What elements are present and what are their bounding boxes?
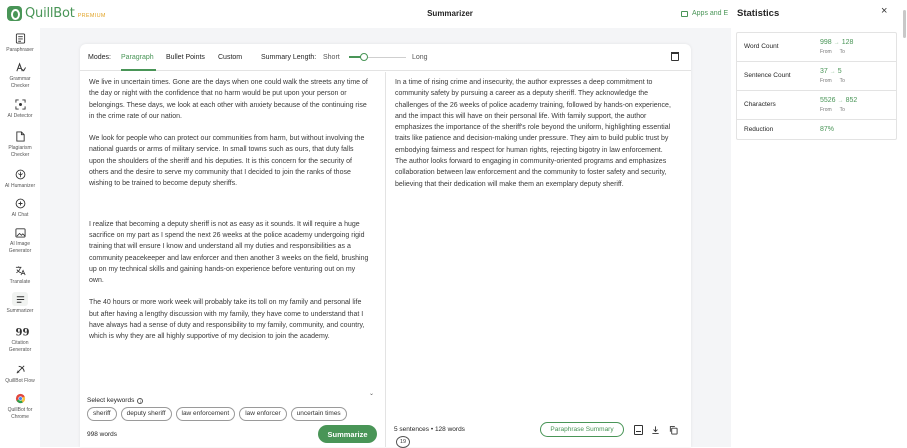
- sidebar-item-summarizer[interactable]: [0, 292, 40, 315]
- sidebar-item-label: QuillBot Flow: [5, 378, 35, 384]
- summary-stats: 5 sentences • 128 words: [394, 426, 465, 433]
- input-paragraph: We look for people who can protect our communities from harm, but without involving the national guards or arms of military service. In small towns such as ours, that duty falls upon the shoulders of the sheriff and his deputies. It is this concern for the security of others and the desire to serve my community that I decided to join the ranks of those wishing to be trained to become deputy sheriffs.: [89, 135, 365, 188]
- output-panel: [386, 72, 691, 447]
- input-paragraph: We live in uncertain times. Gone are the days when one could walk the streets any time of the day or night with the confidence that no harm would be put upon your person or belongings. These days, we look at each other with anxiety because of the continuing rise in the crime rate of our nation.: [89, 79, 368, 120]
- apps-link-label: Apps and E: [692, 10, 729, 17]
- stat-row-sentence-count: [737, 62, 896, 91]
- stat-sublabels: [820, 78, 845, 84]
- sidebar-item-quillbot-for-chrome[interactable]: [0, 391, 40, 420]
- sidebar-item-label: Grammar Checker: [9, 76, 31, 89]
- table-icon[interactable]: [634, 425, 643, 435]
- to-label: To: [839, 49, 845, 55]
- statistics-scrollbar[interactable]: [903, 10, 906, 38]
- keyword-chips: [87, 407, 347, 423]
- reduction-value: 87%: [820, 126, 835, 133]
- citation-icon: [14, 326, 29, 339]
- sidebar: [0, 28, 40, 447]
- download-icon[interactable]: [651, 425, 660, 435]
- stat-row-reduction: [737, 120, 896, 139]
- arrow-right-icon: →: [833, 40, 840, 46]
- summary-length-slider-handle[interactable]: [360, 53, 368, 61]
- modes-label: Modes:: [88, 54, 111, 61]
- keyword-chip[interactable]: law enforcer: [239, 407, 286, 421]
- ai-detector-icon: [15, 99, 26, 110]
- keyword-chip[interactable]: sheriff: [87, 407, 117, 421]
- copy-icon[interactable]: [669, 425, 678, 435]
- sidebar-item-label: Summarizer: [6, 308, 34, 314]
- modes-bar: [80, 44, 691, 71]
- stat-row-characters: [737, 91, 896, 120]
- stat-from-value: 998: [820, 39, 832, 46]
- apps-and-extensions-link[interactable]: [681, 10, 728, 17]
- chevron-down-icon[interactable]: ⌄: [368, 391, 374, 397]
- logo-text: QuillBot: [25, 6, 75, 21]
- arrow-right-icon: →: [837, 98, 844, 104]
- premium-badge: PREMIUM: [77, 12, 106, 19]
- sidebar-item-translate[interactable]: [0, 263, 40, 286]
- sidebar-item-paraphraser[interactable]: [0, 31, 40, 54]
- summary-length-long-label: Long: [412, 54, 428, 61]
- summarizer-icon: [15, 294, 26, 305]
- statistics-table: [736, 32, 897, 140]
- chrome-icon: [15, 393, 26, 404]
- sidebar-item-ai-humanizer[interactable]: [0, 167, 40, 190]
- input-word-count: 998 words: [87, 431, 117, 438]
- plagiarism-icon: [15, 131, 26, 142]
- statistics-panel: [731, 0, 907, 447]
- stat-values: [820, 97, 857, 104]
- stat-to-value: 128: [841, 39, 854, 46]
- stat-label: Sentence Count: [744, 72, 791, 79]
- input-paragraph: The 40 hours or more work week will probably take its toll on my family and personal life but after having a lengthy discussion with my family, they have come to understand that I have always had a sense of duty and responsibility to my family, community, and country, which is why they are all highly supportive of my decision to join the academy.: [89, 299, 365, 341]
- sidebar-item-label: AI Image Generator: [8, 241, 32, 254]
- stat-row-word-count: [737, 33, 896, 62]
- sidebar-item-ai-image-generator[interactable]: [0, 225, 40, 254]
- stat-label: Reduction: [744, 126, 774, 133]
- stat-to-value: 852: [845, 97, 858, 104]
- keyword-chip[interactable]: deputy sheriff: [121, 407, 172, 421]
- paraphraser-icon: [15, 33, 26, 44]
- svg-text:99: 99: [14, 327, 29, 339]
- top-bar: [0, 0, 731, 28]
- sidebar-item-plagiarism-checker[interactable]: [0, 129, 40, 158]
- active-tab-indicator: [121, 69, 156, 71]
- paraphrase-summary-button[interactable]: Paraphrase Summary: [540, 422, 624, 437]
- select-keywords-toggle[interactable]: [87, 389, 377, 404]
- to-label: To: [839, 78, 845, 84]
- ai-chat-icon: [15, 198, 26, 209]
- tab-paragraph[interactable]: Paragraph: [121, 54, 154, 61]
- summary-length-short-label: Short: [323, 54, 340, 61]
- from-label: From: [820, 49, 832, 55]
- sidebar-item-ai-chat[interactable]: [0, 196, 40, 219]
- stat-label: Characters: [744, 101, 776, 108]
- close-icon[interactable]: ×: [881, 5, 888, 17]
- sidebar-item-label: Paraphraser: [6, 47, 34, 53]
- summary-output-text: In a time of rising crime and insecurity, the author expresses a deep commitment to community safety by pursuing a career as a deputy sheriff. They acknowledge the challenges of the 26 weeks of police academy training, followed by hands-on experience, and the impact this will have on their personal life. With family support, the author emphasizes the importance of the sheriff's role beyond the uniform, highlighting essential traits like patience and decision-making under pressure. They aim to build public trust by embodying fairness and respect for human rights, rejecting bigotry in law enforcement. The author looks forward to engaging in community-oriented programs and emphasizes collaboration between law enforcement and the community to foster safety and security, believing that their dedication will make them an exemplary deputy sheriff.: [395, 79, 671, 188]
- summarize-button[interactable]: Summarize: [318, 425, 377, 443]
- tab-custom[interactable]: Custom: [218, 54, 243, 61]
- input-panel[interactable]: [80, 72, 386, 447]
- input-text-area[interactable]: [89, 77, 369, 377]
- translate-icon: [15, 265, 26, 276]
- stat-sublabels: [820, 107, 845, 113]
- tab-bullet-points[interactable]: Bullet Points: [166, 54, 205, 61]
- stat-to-value: 5: [837, 68, 842, 75]
- trash-icon[interactable]: [671, 52, 679, 61]
- sidebar-item-label: Citation Generator: [8, 340, 32, 353]
- stat-label: Word Count: [744, 43, 779, 50]
- sidebar-item-label: AI Chat: [11, 212, 29, 218]
- sidebar-item-citation-generator[interactable]: [0, 324, 40, 353]
- apps-icon: [681, 11, 688, 17]
- summarizer-editor: [80, 44, 691, 447]
- keyword-chip[interactable]: uncertain times: [291, 407, 347, 421]
- stat-from-value: 37: [820, 68, 828, 75]
- flow-icon: [15, 364, 26, 375]
- select-keywords-label: Select keywords: [87, 397, 135, 404]
- keyword-chip[interactable]: law enforcement: [176, 407, 236, 421]
- from-label: From: [820, 107, 832, 113]
- stat-values: [820, 68, 842, 75]
- stat-from-value: 5526: [820, 97, 836, 104]
- summary-length-label: Summary Length:: [261, 54, 317, 61]
- summary-count-badge[interactable]: 19: [396, 436, 410, 448]
- sidebar-item-label: AI Humanizer: [4, 183, 36, 189]
- sidebar-item-ai-detector[interactable]: [0, 97, 40, 120]
- ai-humanizer-icon: [15, 169, 26, 180]
- statistics-title: Statistics: [737, 8, 780, 19]
- arrow-right-icon: →: [829, 69, 836, 75]
- input-paragraph: I realize that becoming a deputy sheriff is not as easy as it sounds. It will require a huge sacrifice on my part as I spend the next 26 weeks at the police academy undergoing rigid training that will ensure I know and understand all my duties and responsibilities as a community peacekeeper and law enforcer and then another 3 weeks on the field, brushing up on my technical skills and gaining hands-on experience before venturing out on my own.: [89, 220, 369, 285]
- grammar-icon: [15, 62, 26, 73]
- sidebar-item-label: AI Detector: [7, 113, 33, 119]
- to-label: To: [839, 107, 845, 113]
- sidebar-item-grammar-checker[interactable]: [0, 60, 40, 89]
- stat-sublabels: [820, 49, 845, 55]
- from-label: From: [820, 78, 832, 84]
- sidebar-item-label: QuillBot for Chrome: [7, 407, 33, 420]
- sidebar-item-quillbot-flow[interactable]: [0, 362, 40, 385]
- image-generator-icon: [15, 227, 26, 238]
- sidebar-item-label: Translate: [9, 279, 31, 285]
- sidebar-item-label: Plagiarism Checker: [8, 145, 32, 158]
- info-icon[interactable]: i: [137, 398, 143, 404]
- stat-values: [820, 39, 853, 46]
- page-title: Summarizer: [427, 9, 473, 18]
